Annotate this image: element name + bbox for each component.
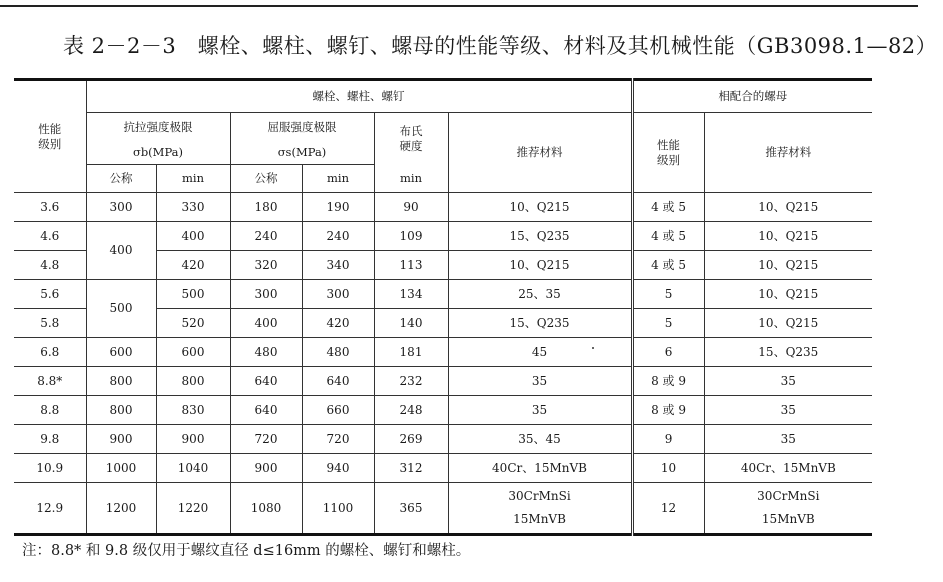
cell-hardness: 365 <box>374 483 448 535</box>
table-row <box>14 425 872 454</box>
cell-nut-grade: 10 <box>632 454 704 483</box>
cell-hardness: 181 <box>374 338 448 367</box>
cell-nut-grade: 4 或 5 <box>632 251 704 280</box>
cell-grade: 6.8 <box>14 338 86 367</box>
table-row <box>14 454 872 483</box>
cell-tensile-min: 830 <box>156 396 230 425</box>
cell-material: 45 <box>448 338 632 367</box>
cell-material: 35 <box>448 396 632 425</box>
cell-material: 40Cr、15MnVB <box>448 454 632 483</box>
cell-nut-material: 10、Q215 <box>704 193 872 222</box>
cell-nut-grade: 4 或 5 <box>632 222 704 251</box>
cell-nut-grade: 6 <box>632 338 704 367</box>
cell-tensile-min: 420 <box>156 251 230 280</box>
cell-yield-min: 660 <box>302 396 374 425</box>
cell-grade: 3.6 <box>14 193 86 222</box>
header-nut-group: 相配合的螺母 <box>632 80 872 113</box>
cell-nut-material: 10、Q215 <box>704 309 872 338</box>
cell-material: 35、45 <box>448 425 632 454</box>
cell-material: 15、Q235 <box>448 222 632 251</box>
header-nut-material: 推荐材料 <box>704 113 872 193</box>
cell-nut-grade: 5 <box>632 309 704 338</box>
cell-tensile-nominal: 600 <box>86 338 156 367</box>
cell-grade: 9.8 <box>14 425 86 454</box>
cell-hardness: 113 <box>374 251 448 280</box>
cell-tensile-min: 1220 <box>156 483 230 535</box>
cell-grade: 4.6 <box>14 222 86 251</box>
table-row <box>14 222 872 251</box>
cell-nut-material: 10、Q215 <box>704 251 872 280</box>
page-title: 表 2－2－3 螺栓、螺柱、螺钉、螺母的性能等级、材料及其机械性能（GB3098.1—82） <box>63 34 938 58</box>
header-nut-grade <box>632 113 704 193</box>
cell-tensile-nominal: 800 <box>86 367 156 396</box>
header-nut-grade-label: 性能级别 <box>657 138 681 167</box>
header-yield-nominal: 公称 <box>230 165 302 193</box>
cell-hardness: 109 <box>374 222 448 251</box>
cell-nut-material: 10、Q215 <box>704 222 872 251</box>
cell-tensile-nominal: 300 <box>86 193 156 222</box>
cell-hardness: 90 <box>374 193 448 222</box>
cell-material: 15、Q235 <box>448 309 632 338</box>
cell-material: 30CrMnSi 15MnVB <box>448 483 632 535</box>
cell-yield-min: 640 <box>302 367 374 396</box>
cell-yield-min: 480 <box>302 338 374 367</box>
table-row <box>14 367 872 396</box>
header-bolt-group: 螺栓、螺柱、螺钉 <box>86 80 632 113</box>
cell-nut-grade: 8 或 9 <box>632 367 704 396</box>
header-tensile-symbol: σb(MPa) <box>86 141 230 165</box>
header-yield-symbol: σs(MPa) <box>230 141 374 165</box>
cell-yield-min: 1100 <box>302 483 374 535</box>
header-hardness <box>374 113 448 165</box>
top-rule <box>0 5 918 7</box>
cell-tensile-min: 520 <box>156 309 230 338</box>
cell-yield-nominal: 400 <box>230 309 302 338</box>
cell-tensile-min: 1040 <box>156 454 230 483</box>
cell-hardness: 312 <box>374 454 448 483</box>
cell-nut-material: 10、Q215 <box>704 280 872 309</box>
table-row <box>14 338 872 367</box>
cell-yield-nominal: 900 <box>230 454 302 483</box>
cell-material: 25、35 <box>448 280 632 309</box>
cell-yield-nominal: 240 <box>230 222 302 251</box>
cell-yield-nominal: 1080 <box>230 483 302 535</box>
cell-hardness: 134 <box>374 280 448 309</box>
cell-material: 10、Q215 <box>448 193 632 222</box>
properties-table <box>14 78 872 536</box>
cell-yield-nominal: 640 <box>230 367 302 396</box>
cell-nut-material: 35 <box>704 425 872 454</box>
cell-tensile-nominal: 900 <box>86 425 156 454</box>
cell-nut-material: 35 <box>704 396 872 425</box>
cell-tensile-min: 400 <box>156 222 230 251</box>
cell-yield-nominal: 300 <box>230 280 302 309</box>
cell-yield-nominal: 640 <box>230 396 302 425</box>
cell-yield-min: 420 <box>302 309 374 338</box>
cell-yield-nominal: 720 <box>230 425 302 454</box>
cell-nut-material: 30CrMnSi 15MnVB <box>704 483 872 535</box>
cell-nut-grade: 9 <box>632 425 704 454</box>
cell-grade: 4.8 <box>14 251 86 280</box>
header-grade <box>14 80 86 193</box>
table-row <box>14 396 872 425</box>
cell-tensile-nominal: 500 <box>86 280 156 338</box>
cell-yield-nominal: 180 <box>230 193 302 222</box>
cell-nut-material: 35 <box>704 367 872 396</box>
header-hardness-min: min <box>374 165 448 193</box>
cell-nut-grade: 5 <box>632 280 704 309</box>
cell-hardness: 248 <box>374 396 448 425</box>
cell-tensile-nominal: 1000 <box>86 454 156 483</box>
cell-material: 35 <box>448 367 632 396</box>
cell-nut-grade: 8 或 9 <box>632 396 704 425</box>
scan-speck <box>592 347 594 349</box>
cell-tensile-nominal: 1200 <box>86 483 156 535</box>
cell-grade: 5.6 <box>14 280 86 309</box>
cell-hardness: 269 <box>374 425 448 454</box>
header-tensile: 抗拉强度极限 <box>86 113 230 141</box>
cell-yield-nominal: 320 <box>230 251 302 280</box>
cell-nut-grade: 4 或 5 <box>632 193 704 222</box>
cell-tensile-nominal: 800 <box>86 396 156 425</box>
footnote: 注：8.8* 和 9.8 级仅用于螺纹直径 d≤16mm 的螺栓、螺钉和螺柱。 <box>22 543 471 559</box>
cell-nut-grade: 12 <box>632 483 704 535</box>
cell-tensile-min: 800 <box>156 367 230 396</box>
cell-grade: 8.8 <box>14 396 86 425</box>
table-row <box>14 483 872 535</box>
cell-yield-min: 190 <box>302 193 374 222</box>
header-material: 推荐材料 <box>448 113 632 193</box>
cell-hardness: 232 <box>374 367 448 396</box>
cell-tensile-min: 330 <box>156 193 230 222</box>
cell-yield-nominal: 480 <box>230 338 302 367</box>
cell-grade: 12.9 <box>14 483 86 535</box>
cell-material: 10、Q215 <box>448 251 632 280</box>
cell-grade: 10.9 <box>14 454 86 483</box>
cell-hardness: 140 <box>374 309 448 338</box>
table-row <box>14 280 872 309</box>
header-tensile-min: min <box>156 165 230 193</box>
table-row <box>14 193 872 222</box>
header-tensile-nominal: 公称 <box>86 165 156 193</box>
cell-nut-material: 40Cr、15MnVB <box>704 454 872 483</box>
cell-tensile-min: 500 <box>156 280 230 309</box>
cell-yield-min: 720 <box>302 425 374 454</box>
cell-nut-material: 15、Q235 <box>704 338 872 367</box>
header-yield-min: min <box>302 165 374 193</box>
cell-tensile-min: 600 <box>156 338 230 367</box>
cell-yield-min: 300 <box>302 280 374 309</box>
header-grade-label: 性能级别 <box>38 122 62 151</box>
cell-yield-min: 940 <box>302 454 374 483</box>
cell-grade: 5.8 <box>14 309 86 338</box>
cell-yield-min: 240 <box>302 222 374 251</box>
cell-tensile-nominal: 400 <box>86 222 156 280</box>
cell-grade: 8.8* <box>14 367 86 396</box>
cell-yield-min: 340 <box>302 251 374 280</box>
header-yield: 屈服强度极限 <box>230 113 374 141</box>
cell-tensile-min: 900 <box>156 425 230 454</box>
header-hardness-label: 布氏硬度 <box>399 124 423 153</box>
